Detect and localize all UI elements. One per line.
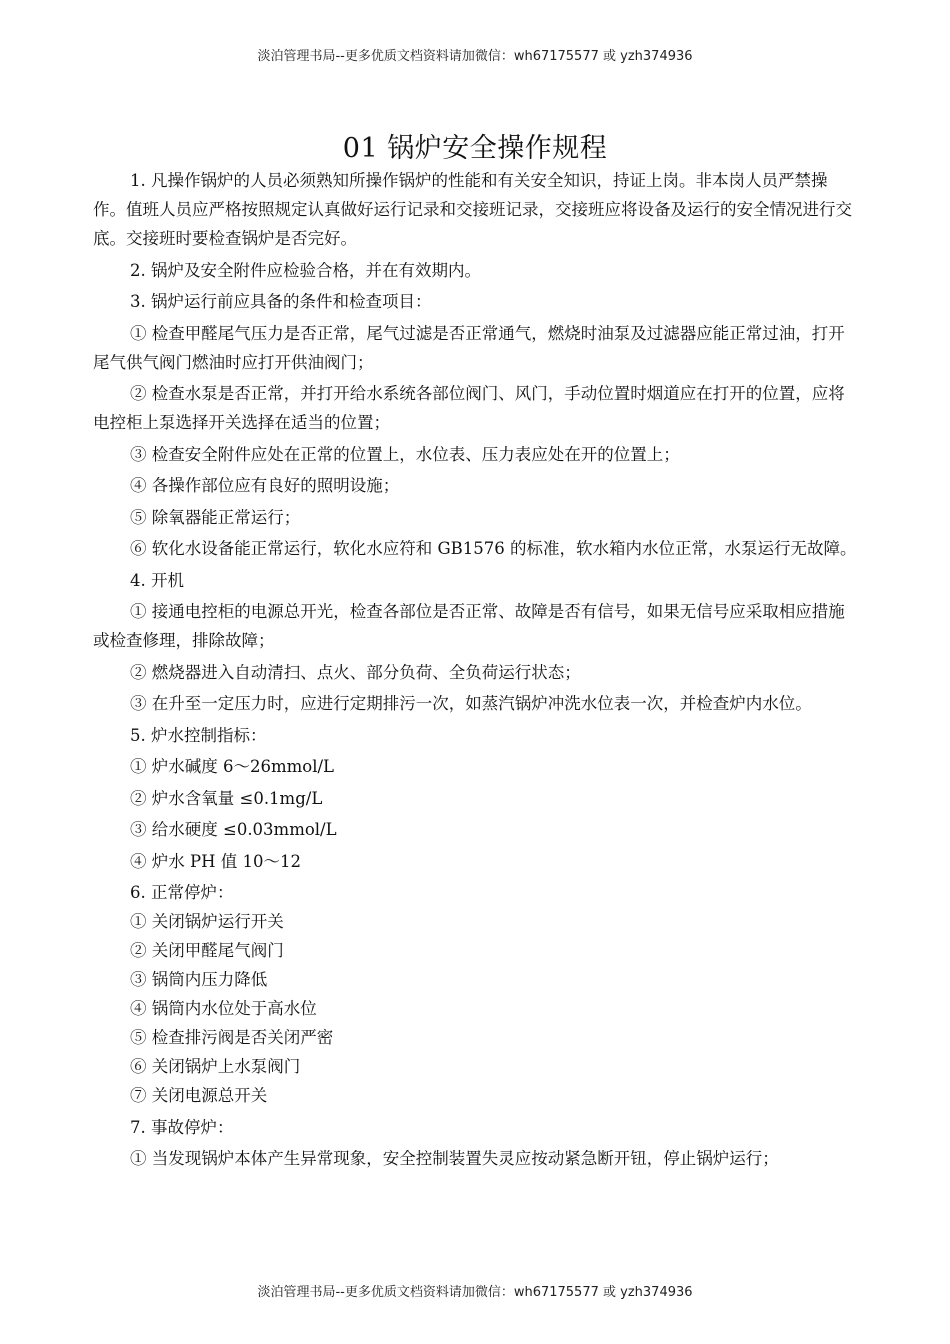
water-index-4: ④ 炉水 PH 值 10～12: [130, 851, 301, 871]
check-item-1: ① 检查甲醛尾气压力是否正常，尾气过滤是否正常通气，燃烧时油泵及过滤器应能正常过油，打开尾气供气阀门燃油时应打开供油阀门；: [93, 323, 845, 372]
shutdown-item-5: ⑤ 检查排污阀是否关闭严密: [130, 1028, 334, 1047]
document-title: 01 锅炉安全操作规程: [342, 133, 608, 164]
paragraph-7: 7. 事故停炉：: [130, 1117, 234, 1137]
check-item-2: ② 检查水泵是否正常，并打开给水系统各部位阀门、风门，手动位置时烟道应在打开的位置，应将电控柜上泵选择开关选择在适当的位置；: [93, 384, 845, 432]
page-header: 淡泊管理书局--更多优质文档资料请加微信：wh67175577 或 yzh374936: [257, 49, 693, 64]
shutdown-item-1: ① 关闭锅炉运行开关: [130, 912, 284, 931]
check-item-3: ③ 检查安全附件应处在正常的位置上，水位表、压力表应处在开的位置上；: [130, 444, 680, 464]
check-item-5: ⑤ 除氧器能正常运行；: [130, 507, 301, 527]
water-index-2: ② 炉水含氧量 ≤0.1mg/L: [130, 788, 323, 808]
paragraph-4: 4. 开机: [130, 570, 184, 590]
page-footer: 淡泊管理书局--更多优质文档资料请加微信：wh67175577 或 yzh374936: [257, 1285, 693, 1300]
shutdown-item-6: ⑥ 关闭锅炉上水泵阀门: [130, 1057, 301, 1076]
check-item-6: ⑥ 软化水设备能正常运行，软化水应符和 GB1576 的标准，软水箱内水位正常，水泵运行无故障。: [130, 539, 857, 558]
paragraph-2: 2. 锅炉及安全附件应检验合格，并在有效期内。: [130, 260, 481, 280]
shutdown-item-2: ② 关闭甲醛尾气阀门: [130, 941, 284, 960]
paragraph-3: 3. 锅炉运行前应具备的条件和检查项目：: [130, 292, 432, 311]
paragraph-5: 5. 炉水控制指标：: [130, 725, 267, 745]
check-item-4: ④ 各操作部位应有良好的照明设施；: [130, 476, 400, 495]
shutdown-item-7: ⑦ 关闭电源总开关: [130, 1086, 268, 1105]
paragraph-6: 6. 正常停炉：: [130, 883, 234, 902]
paragraph-1: 1. 凡操作锅炉的人员必须熟知所操作锅炉的性能和有关安全知识，持证上岗。非本岗人员严禁操作。值班人员应严格按照规定认真做好运行记录和交接班记录，交接班应将设备及运行的安全情况进行交底。交接班时要检查锅炉是否完好。: [93, 171, 852, 248]
emergency-item-1: ① 当发现锅炉本体产生异常现象，安全控制装置失灵应按动紧急断开钮，停止锅炉运行；: [130, 1149, 779, 1168]
startup-item-1: ① 接通电控柜的电源总开光，检查各部位是否正常、故障是否有信号，如果无信号应采取相应措施或检查修理，排除故障；: [93, 602, 845, 650]
startup-item-3: ③ 在升至一定压力时，应进行定期排污一次，如蒸汽锅炉冲洗水位表一次，并检查炉内水位。: [130, 694, 812, 713]
document-body: [93, 166, 858, 1173]
water-index-3: ③ 给水硬度 ≤0.03mmol/L: [130, 820, 337, 839]
shutdown-item-3: ③ 锅筒内压力降低: [130, 970, 268, 989]
water-index-1: ① 炉水碱度 6～26mmol/L: [130, 757, 335, 776]
startup-item-2: ② 燃烧器进入自动清扫、点火、部分负荷、全负荷运行状态；: [130, 662, 581, 682]
shutdown-item-4: ④ 锅筒内水位处于高水位: [130, 999, 317, 1018]
